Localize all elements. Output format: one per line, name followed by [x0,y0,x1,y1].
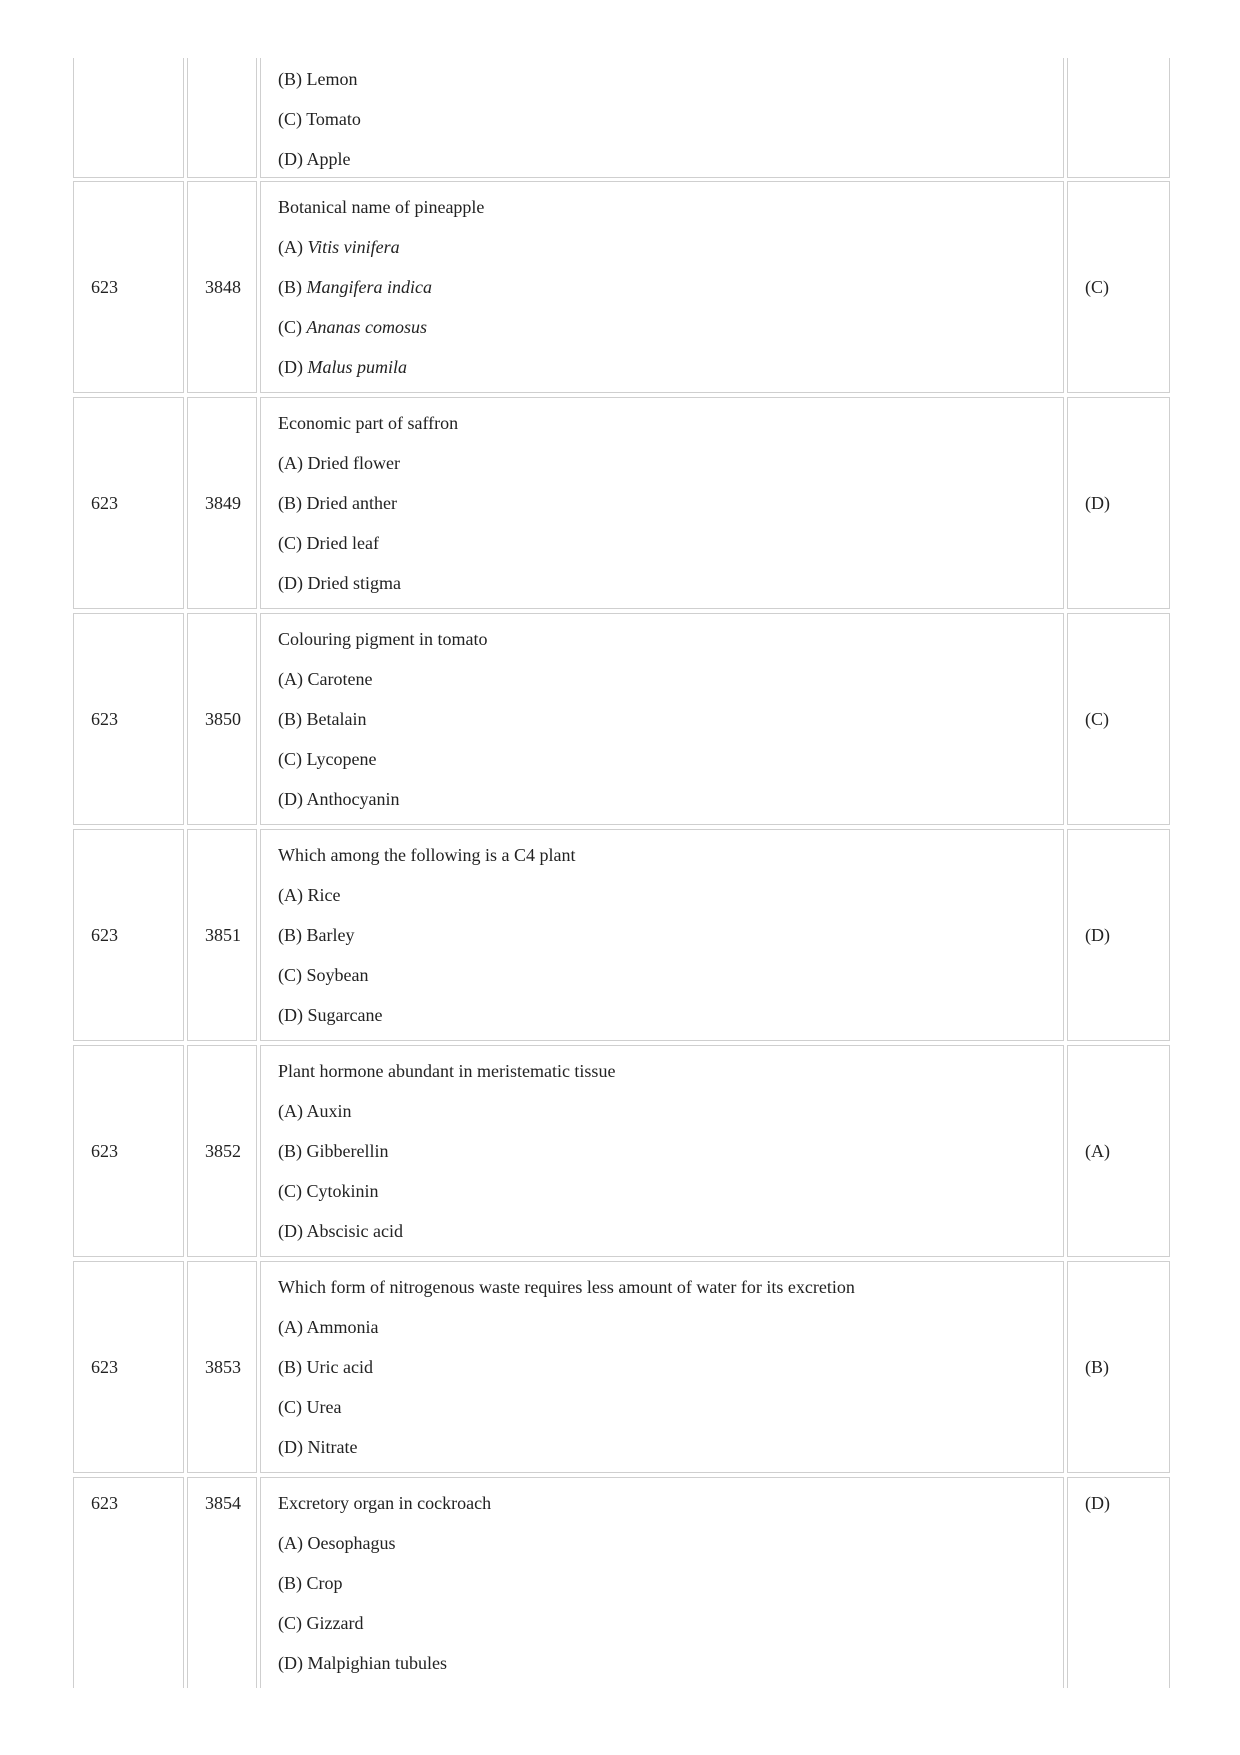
answer-cell [1067,1045,1170,1257]
option-b [278,492,397,514]
option-a [278,1532,396,1554]
correct-answer: (D) [1085,493,1110,513]
option-a [278,668,372,690]
answer-cell [1067,829,1170,1041]
correct-answer: (C) [1085,709,1109,729]
option-text: Rice [307,885,341,905]
question-id-cell [187,829,257,1041]
option-label: (A) [278,453,303,473]
question-cell [260,1477,1064,1688]
option-text: Dried leaf [306,533,379,553]
question-id: 3851 [205,925,241,945]
table-row [73,58,1170,178]
question-text: Colouring pigment in tomato [278,629,488,649]
question-id-cell [187,181,257,393]
option-b [278,276,432,298]
question-id: 3852 [205,1141,241,1161]
option-c [278,1180,379,1202]
option-d [278,1004,382,1026]
option-a [278,1100,352,1122]
table-row [73,829,1170,1041]
option-text: Barley [306,925,355,945]
table-row [73,181,1170,393]
option-d [278,356,407,378]
paper-code: 623 [91,1493,118,1513]
option-d [278,1436,357,1458]
question-cell [260,1261,1064,1473]
question-text: Which form of nitrogenous waste requires less amount of water for its excretion [278,1277,855,1297]
option-text: Auxin [306,1101,352,1121]
option-d [278,148,351,170]
question-cell [260,181,1064,393]
option-label: (A) [278,885,303,905]
question-cell [260,829,1064,1041]
option-text: Vitis vinifera [307,237,400,257]
question-text: Economic part of saffron [278,413,459,433]
paper-code-cell [73,397,184,609]
table-row [73,1261,1170,1473]
question-text: Which among the following is a C4 plant [278,845,576,865]
paper-code: 623 [91,925,118,945]
correct-answer: (A) [1085,1141,1110,1161]
option-label: (C) [278,317,302,337]
question-id-cell [187,58,257,178]
option-text: Dried stigma [307,573,401,593]
answer-cell [1067,181,1170,393]
option-b [278,1572,343,1594]
option-text: Cytokinin [306,1181,379,1201]
option-label: (A) [278,1317,303,1337]
question-cell [260,613,1064,825]
table-row [73,1045,1170,1257]
option-label: (C) [278,1397,302,1417]
option-label: (B) [278,493,302,513]
paper-code: 623 [91,1141,118,1161]
option-text: Dried flower [307,453,400,473]
option-text: Ananas comosus [306,317,427,337]
option-label: (B) [278,69,302,89]
option-label: (D) [278,357,303,377]
paper-code-cell [73,829,184,1041]
question-text: Excretory organ in cockroach [278,1493,492,1513]
option-text: Uric acid [306,1357,373,1377]
option-label: (A) [278,1533,303,1553]
option-text: Nitrate [307,1437,358,1457]
option-text: Malus pumila [307,357,408,377]
option-text: Apple [306,149,351,169]
correct-answer: (D) [1085,925,1110,945]
paper-code: 623 [91,709,118,729]
option-text: Dried anther [306,493,397,513]
option-label: (D) [278,1437,303,1457]
question-text: Plant hormone abundant in meristematic tissue [278,1061,616,1081]
question-cell [260,58,1064,178]
option-label: (C) [278,965,302,985]
option-text: Gibberellin [306,1141,389,1161]
answer-cell [1067,613,1170,825]
table-row [73,1477,1170,1688]
option-label: (A) [278,1101,303,1121]
option-a [278,884,341,906]
option-label: (C) [278,1613,302,1633]
question-id-cell [187,1477,257,1688]
option-text: Abscisic acid [306,1221,403,1241]
option-label: (D) [278,1653,303,1673]
paper-code-cell [73,613,184,825]
option-label: (D) [278,1005,303,1025]
option-c [278,532,379,554]
paper-code: 623 [91,277,118,297]
option-label: (C) [278,533,302,553]
answer-cell [1067,58,1170,178]
option-text: Betalain [306,709,367,729]
option-c [278,1612,363,1634]
option-text: Crop [306,1573,343,1593]
option-d [278,788,400,810]
answer-cell [1067,1477,1170,1688]
question-text: Botanical name of pineapple [278,197,485,217]
option-label: (D) [278,149,303,169]
option-b [278,708,366,730]
option-label: (C) [278,749,302,769]
option-c [278,1396,341,1418]
option-c [278,964,369,986]
table-row [73,613,1170,825]
option-label: (C) [278,109,302,129]
answer-cell [1067,397,1170,609]
correct-answer: (C) [1085,277,1109,297]
option-c [278,748,376,770]
option-d [278,1220,403,1242]
option-b [278,1356,373,1378]
option-label: (B) [278,1357,302,1377]
option-label: (D) [278,789,303,809]
option-text: Mangifera indica [306,277,432,297]
paper-code-cell [73,58,184,178]
correct-answer: (B) [1085,1357,1109,1377]
option-label: (A) [278,237,303,257]
question-id-cell [187,1261,257,1473]
correct-answer: (D) [1085,1493,1110,1513]
option-text: Lemon [306,69,358,89]
option-label: (A) [278,669,303,689]
option-b [278,68,358,90]
option-text: Urea [306,1397,342,1417]
option-text: Ammonia [306,1317,379,1337]
option-text: Lycopene [306,749,377,769]
question-table [73,58,1170,1688]
paper-code-cell [73,181,184,393]
paper-code-cell [73,1261,184,1473]
answer-cell [1067,1261,1170,1473]
option-text: Sugarcane [307,1005,383,1025]
option-text: Gizzard [306,1613,364,1633]
question-id: 3849 [205,493,241,513]
question-id: 3848 [205,277,241,297]
option-text: Soybean [306,965,369,985]
option-b [278,924,354,946]
option-a [278,1316,379,1338]
option-text: Tomato [306,109,361,129]
question-id-cell [187,397,257,609]
question-cell [260,397,1064,609]
option-text: Anthocyanin [306,789,400,809]
option-text: Oesophagus [307,1533,396,1553]
option-a [278,236,400,258]
paper-code-cell [73,1045,184,1257]
question-id-cell [187,613,257,825]
option-label: (B) [278,1141,302,1161]
question-id: 3853 [205,1357,241,1377]
option-label: (B) [278,925,302,945]
paper-code: 623 [91,493,118,513]
option-label: (B) [278,709,302,729]
option-label: (D) [278,1221,303,1241]
option-c [278,108,361,130]
option-label: (B) [278,1573,302,1593]
option-text: Malpighian tubules [307,1653,447,1673]
option-text: Carotene [307,669,373,689]
question-cell [260,1045,1064,1257]
option-label: (B) [278,277,302,297]
question-id-cell [187,1045,257,1257]
paper-code: 623 [91,1357,118,1377]
option-b [278,1140,388,1162]
option-label: (D) [278,573,303,593]
table-row [73,397,1170,609]
question-id: 3850 [205,709,241,729]
option-a [278,452,400,474]
option-label: (C) [278,1181,302,1201]
paper-code-cell [73,1477,184,1688]
option-d [278,572,401,594]
option-d [278,1652,447,1674]
option-c [278,316,427,338]
question-id: 3854 [205,1493,241,1513]
